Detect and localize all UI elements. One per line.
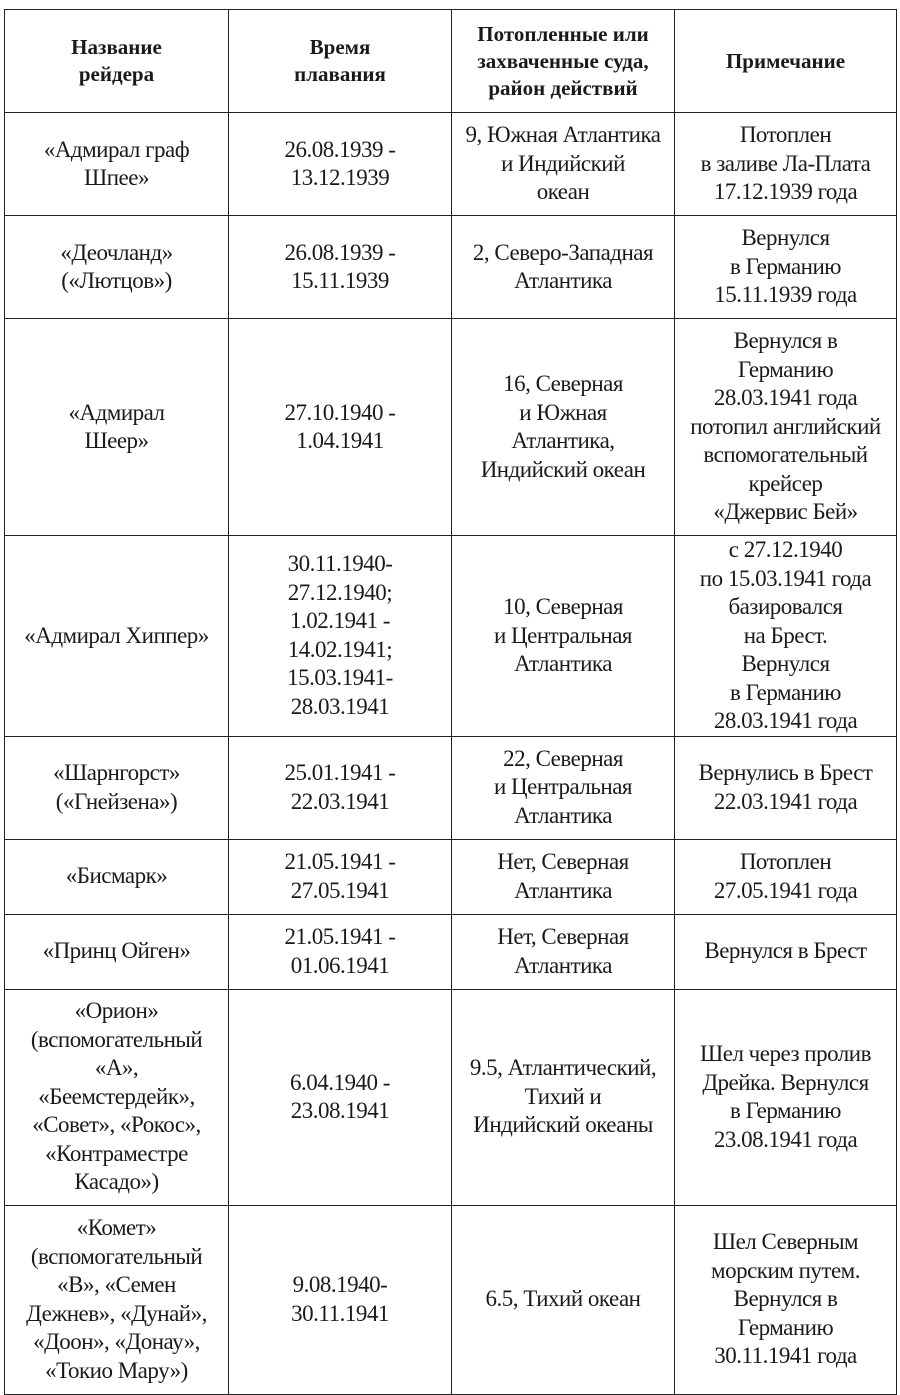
raider-ships: Нет, Северная Атлантика <box>452 914 675 989</box>
raider-name: «Адмирал Шеер» <box>5 319 229 536</box>
raider-ships: 6.5, Тихий океан <box>452 1205 675 1394</box>
table-row <box>5 216 897 319</box>
raider-note: Шел Северным морским путем. Вернулся в Германию 30.11.1941 года <box>675 1205 897 1394</box>
table-row <box>5 736 897 839</box>
raider-period: 9.08.1940- 30.11.1941 <box>229 1205 452 1394</box>
header-period: Время плавания <box>229 10 452 113</box>
raider-period: 27.10.1940 - 1.04.1941 <box>229 319 452 536</box>
raider-period: 26.08.1939 - 13.12.1939 <box>229 113 452 216</box>
table-row <box>5 536 897 737</box>
raider-note: Вернулся в Германию 28.03.1941 года потопил английский вспомогательный крейсер «Джервис Бей» <box>675 319 897 536</box>
raider-period: 25.01.1941 - 22.03.1941 <box>229 736 452 839</box>
raider-ships: 22, Северная и Центральная Атлантика <box>452 736 675 839</box>
table-row <box>5 839 897 914</box>
header-row <box>5 10 897 113</box>
raider-note: Шел через пролив Дрейка. Вернулся в Германию 23.08.1941 года <box>675 989 897 1205</box>
raider-period: 21.05.1941 - 27.05.1941 <box>229 839 452 914</box>
raider-note: Потоплен 27.05.1941 года <box>675 839 897 914</box>
raider-note: Вернулся в Германию 15.11.1939 года <box>675 216 897 319</box>
table-row <box>5 319 897 536</box>
raider-name: «Принц Ойген» <box>5 914 229 989</box>
raider-note: Потоплен в заливе Ла-Плата 17.12.1939 года <box>675 113 897 216</box>
raider-ships: Нет, Северная Атлантика <box>452 839 675 914</box>
raider-ships: 16, Северная и Южная Атлантика, Индийский океан <box>452 319 675 536</box>
raider-name: «Орион» (вспомогательный «А», «Беемстердейк», «Совет», «Рокос», «Контраместре Касадо») <box>5 989 229 1205</box>
header-note: Примечание <box>675 10 897 113</box>
raider-note: с 27.12.1940 по 15.03.1941 года базировался на Брест. Вернулся в Германию 28.03.1941 года <box>675 536 897 737</box>
raider-name: «Шарнгорст» («Гнейзена») <box>5 736 229 839</box>
raider-ships: 10, Северная и Центральная Атлантика <box>452 536 675 737</box>
raider-name: «Бисмарк» <box>5 839 229 914</box>
raider-period: 30.11.1940- 27.12.1940; 1.02.1941 - 14.02.1941; 15.03.1941- 28.03.1941 <box>229 536 452 737</box>
raider-period: 21.05.1941 - 01.06.1941 <box>229 914 452 989</box>
raider-ships: 9, Южная Атлантика и Индийский океан <box>452 113 675 216</box>
header-ships: Потопленные или захваченные суда, район действий <box>452 10 675 113</box>
raider-period: 26.08.1939 - 15.11.1939 <box>229 216 452 319</box>
raider-name: «Адмирал Хиппер» <box>5 536 229 737</box>
header-name: Название рейдера <box>5 10 229 113</box>
raider-note: Вернулись в Брест 22.03.1941 года <box>675 736 897 839</box>
raider-note: Вернулся в Брест <box>675 914 897 989</box>
raider-name: «Деочланд» («Лютцов») <box>5 216 229 319</box>
raiders-table <box>4 9 897 1395</box>
raider-ships: 9.5, Атлантический, Тихий и Индийский океаны <box>452 989 675 1205</box>
raider-ships: 2, Северо-Западная Атлантика <box>452 216 675 319</box>
table-row <box>5 914 897 989</box>
raider-name: «Адмирал граф Шпее» <box>5 113 229 216</box>
table-row <box>5 113 897 216</box>
table-row <box>5 989 897 1205</box>
raider-name: «Комет» (вспомогательный «В», «Семен Дежнев», «Дунай», «Доон», «Донау», «Токио Мару») <box>5 1205 229 1394</box>
table-row <box>5 1205 897 1394</box>
raider-period: 6.04.1940 - 23.08.1941 <box>229 989 452 1205</box>
